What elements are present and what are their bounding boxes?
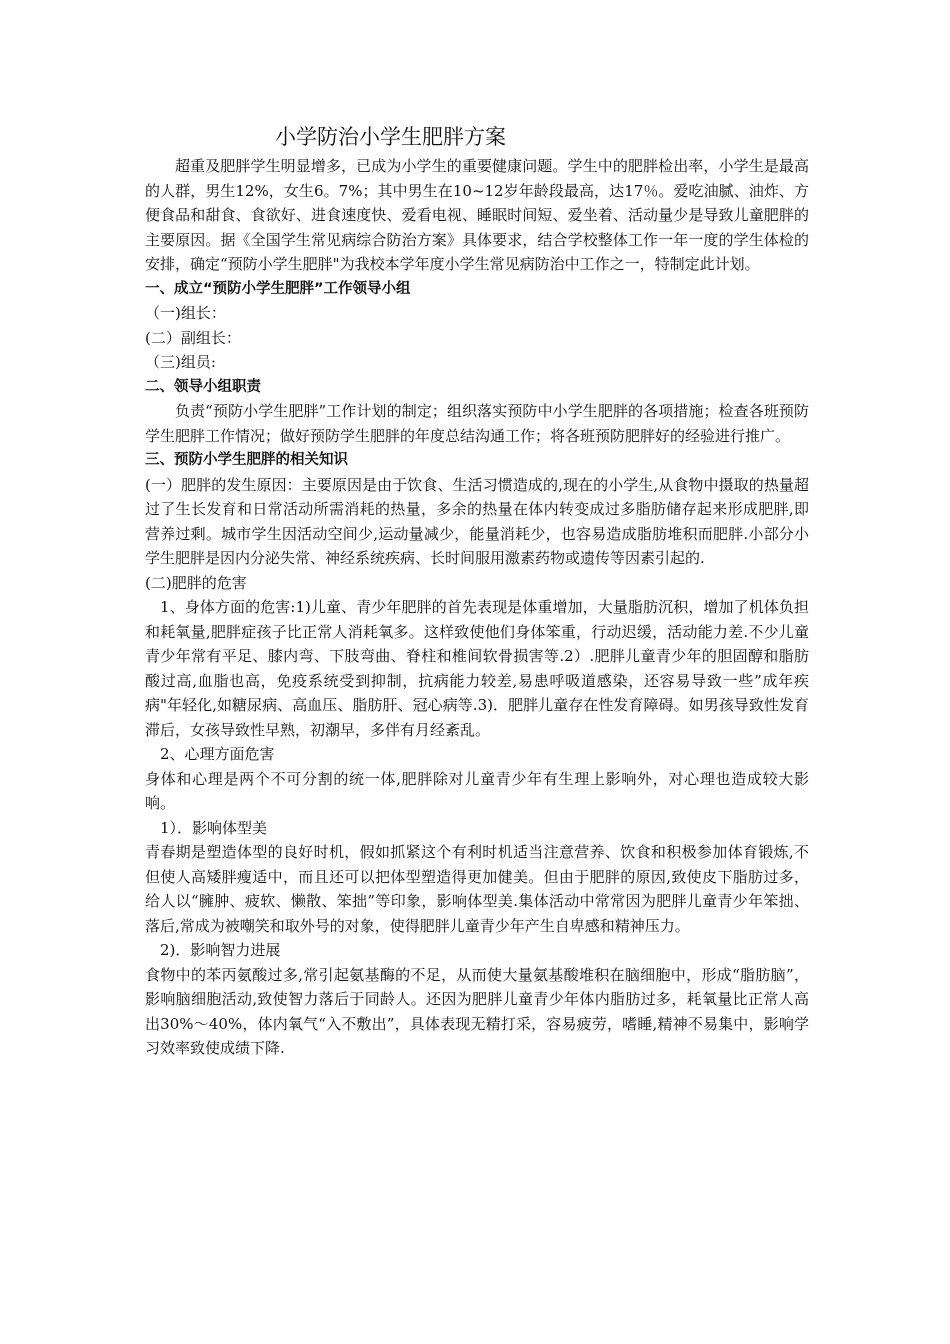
body-shape-subheading: 1）．影响体型美	[160, 818, 268, 837]
deputy-leader-item: (二）副组长：	[145, 328, 241, 347]
section-2-heading: 二、领导小组职责	[145, 378, 261, 395]
section-3-heading: 三、预防小学生肥胖的相关知识	[145, 452, 348, 468]
leader-item: （一)组长：	[145, 304, 226, 322]
body-shape-paragraph: 青春期是塑造体型的良好时机，假如抓紧这个有利时机适当注意营养、饮食和积极参加体育锻炼,不但使人高矮胖瘦适中，而且还可以把体型塑造得更加健美。但由于肥胖的原因,致使皮下脂肪过多，给人以“臃肿、疲软、懒散、笨拙”等印象，影响体型美.集体活动中常常因为肥胖儿童青少年笨拙、落后,常成为被嘲笑和取外号的对象，使得肥胖儿童青少年产生自卑感和精神压力。	[145, 843, 809, 935]
physical-harm-paragraph: 1、身体方面的危害:1)儿童、青少年肥胖的首先表现是体重增加，大量脂肪沉积，增加了机体负担和耗氧量,肥胖症孩子比正常人消耗氧多。这样致使他们身体笨重，行动迟缓，活动能力差.不少儿童青少年常有平足、膝内弯、下肢弯曲、脊柱和椎间软骨损害等.2）.肥胖儿童青少年的胆固醇和脂肪酸过高,血脂也高，免疫系统受到抑制，抗病能力较差,易患呼吸道感染，还容易导致一些”成年疾病"年轻化,如糖尿病、高血压、脂肪肝、冠心病等.3)．肥胖儿童存在性发育障碍。如男孩导致性发育滞后，女孩导致性早熟，初潮早，多伴有月经紊乱。	[145, 598, 809, 739]
intelligence-subheading: 2)．影响智力进展	[160, 941, 281, 959]
member-item: （三)组员:	[145, 353, 216, 371]
intelligence-paragraph: 食物中的苯丙氨酸过多,常引起氨基酶的不足，从而使大量氨基酸堆积在脑细胞中，形成“脂肪脑”，影响脑细胞活动,致使智力落后于同龄人。还因为肥胖儿童青少年体内脂肪过多，耗氧量比正常人高出30%～40%，体内氧气“入不敷出”，具体表现无精打采，容易疲劳，嗜睡,精神不易集中，影响学习效率致使成绩下降.	[145, 965, 809, 1057]
mental-harm-paragraph: 身体和心理是两个不可分割的统一体,肥胖除对儿童青少年有生理上影响外，对心理也造成较大影响。	[145, 769, 809, 812]
harm-subheading: (二)肥胖的危害	[145, 573, 247, 592]
mental-harm-subheading: 2、心理方面危害	[160, 745, 275, 763]
section-1-heading: 一、成立“预防小学生肥胖”工作领导小组	[145, 280, 411, 297]
document-title: 小学防治小学生肥胖方案	[275, 125, 506, 149]
cause-paragraph: (一）肥胖的发生原因：主要原因是由于饮食、生活习惯造成的,现在的小学生,从食物中摄取的热量超过了生长发育和日常活动所需消耗的热量，多余的热量在体内转变成过多脂肪储存起来形成肥胖,即营养过剩。城市学生因活动空间少,运动量减少，能量消耗少，也容易造成脂肪堆积而肥胖.小部分小学生肥胖是因内分泌失常、神经系统疾病、长时间服用激素药物或遗传等因素引起的.	[145, 475, 809, 567]
intro-paragraph: 超重及肥胖学生明显增多，已成为小学生的重要健康问题。学生中的肥胖检出率，小学生是最高的人群，男生12%，女生6。7%；其中男生在10~12岁年龄段最高，达17％。爱吃油腻、油炸、方便食品和甜食、食欲好、进食速度快、爱看电视、睡眠时间短、爱坐着、活动量少是导致儿童肥胖的主要原因。据《全国学生常见病综合防治方案》具体要求，结合学校整体工作一年一度的学生体检的安排，确定“预防小学生肥胖"为我校本学年度小学生常见病防治中工作之一，特制定此计划。	[145, 157, 809, 273]
document-page	[145, 122, 809, 1061]
duties-paragraph: 负责“预防小学生肥胖”工作计划的制定；组织落实预防中小学生肥胖的各项措施；检查各班预防学生肥胖工作情况；做好预防学生肥胖的年度总结沟通工作；将各班预防肥胖好的经验进行推广。	[145, 402, 809, 445]
